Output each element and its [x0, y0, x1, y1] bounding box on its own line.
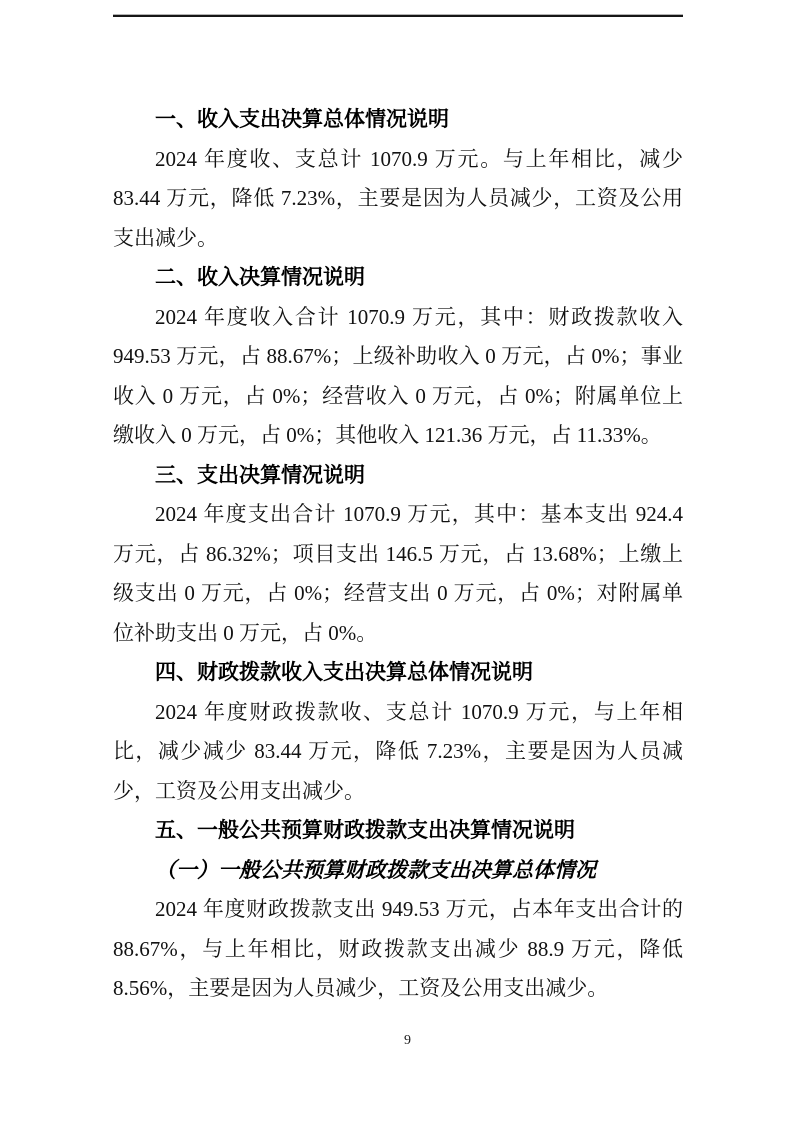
section-paragraph: 2024 年度财政拨款支出 949.53 万元，占本年支出合计的 88.67%，与上年相比，财政拨款支出减少 88.9 万元，降低 8.56%，主要是因为人员减少，工资及公用支出减少。 — [113, 897, 683, 1000]
section-public-budget-expense — [113, 811, 683, 1009]
section-heading: 三、支出决算情况说明 — [155, 463, 365, 487]
section-expense-details — [113, 456, 683, 654]
section-fiscal-appropriation-overview — [113, 653, 683, 811]
section-subheading: （一）一般公共预算财政拨款支出决算总体情况 — [155, 857, 596, 882]
section-heading: 五、一般公共预算财政拨款支出决算情况说明 — [155, 819, 575, 842]
section-heading: 二、收入决算情况说明 — [155, 266, 365, 289]
section-income-details — [113, 258, 683, 456]
section-paragraph: 2024 年度收、支总计 1070.9 万元。与上年相比，减少 83.44 万元，降低 7.23%，主要是因为人员减少，工资及公用支出减少。 — [113, 146, 683, 250]
section-paragraph: 2024 年度财政拨款收、支总计 1070.9 万元，与上年相比，减少减少 83.44 万元，降低 7.23%，主要是因为人员减少，工资及公用支出减少。 — [113, 699, 683, 803]
page-number: 9 — [404, 1033, 411, 1048]
section-paragraph: 2024 年度收入合计 1070.9 万元，其中：财政拨款收入 949.53 万元，占 88.67%；上级补助收入 0 万元，占 0%；事业收入 0 万元，占 0%；经营收入 0 万元，占 0%；附属单位上缴收入 0 万元，占 0%；其他收入 121.36 万元，占 11.33%。 — [113, 304, 683, 447]
section-paragraph: 2024 年度支出合计 1070.9 万元，其中：基本支出 924.4 万元，占 86.32%；项目支出 146.5 万元，占 13.68%；上缴上级支出 0 万元，占 0%；经营支出 0 万元，占 0%；对附属单位补助支出 0 万元，占 0%。 — [113, 502, 683, 645]
document-body — [113, 100, 683, 1009]
section-heading: 一、收入支出决算总体情况说明 — [155, 108, 449, 131]
section-heading: 四、财政拨款收入支出决算总体情况说明 — [155, 661, 533, 684]
section-income-expense-overview — [113, 100, 683, 258]
header-divider — [113, 14, 683, 17]
